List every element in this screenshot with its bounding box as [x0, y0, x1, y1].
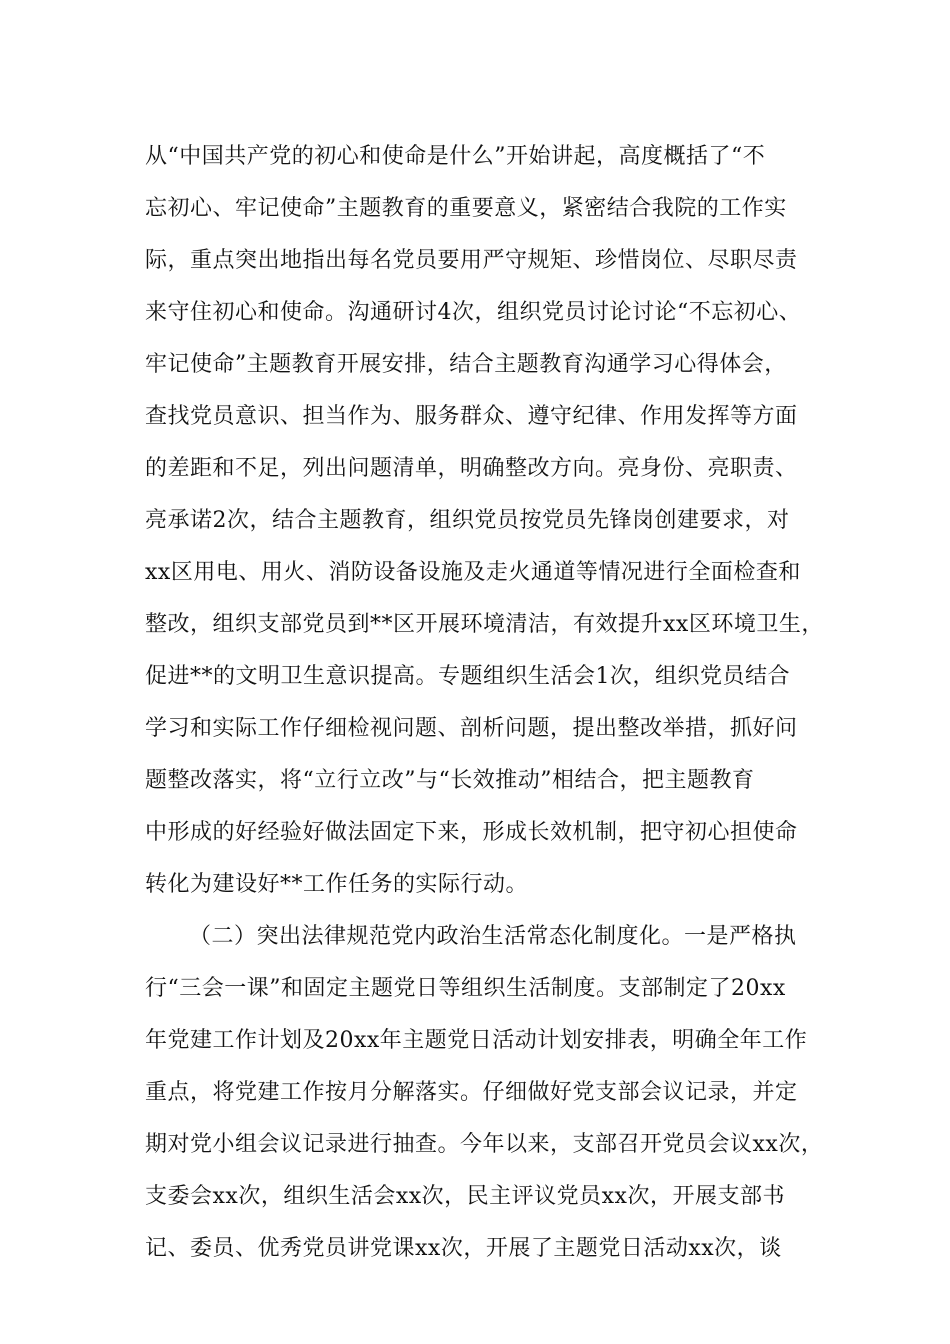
text-line: 转化为建设好**工作任务的实际行动。	[145, 872, 529, 897]
text-line: 重点，将党建工作按月分解落实。仔细做好党支部会议记录，并定	[145, 1080, 798, 1105]
text-line: 行“三会一课”和固定主题党日等组织生活制度。支部制定了20xx	[145, 976, 786, 1001]
text-line: 记、委员、优秀党员讲党课xx次，开展了主题党日活动xx次，谈	[145, 1236, 782, 1261]
text-line: 际，重点突出地指出每名党员要用严守规矩、珍惜岗位、尽职尽责	[145, 248, 798, 273]
text-line: 牢记使命”主题教育开展安排，结合主题教育沟通学习心得体会，	[145, 352, 787, 377]
text-line: xx区用电、用火、消防设备设施及走火通道等情况进行全面检查和	[145, 560, 801, 585]
text-line: 中形成的好经验好做法固定下来，形成长效机制，把守初心担使命	[145, 820, 798, 845]
text-line: 的差距和不足，列出问题清单，明确整改方向。亮身份、亮职责、	[145, 456, 798, 481]
document-body	[145, 131, 835, 1275]
text-line: 学习和实际工作仔细检视问题、剖析问题，提出整改举措，抓好问	[145, 716, 798, 741]
text-line: 题整改落实，将“立行立改”与“长效推动”相结合，把主题教育	[145, 768, 755, 793]
text-line: （二）突出法律规范党内政治生活常态化制度化。一是严格执	[189, 924, 797, 949]
text-line: 来守住初心和使命。沟通研讨4次，组织党员讨论讨论“不忘初心、	[145, 300, 802, 325]
text-line: 期对党小组会议记录进行抽查。今年以来，支部召开党员会议xx次，	[145, 1132, 824, 1157]
text-line: 忘初心、牢记使命”主题教育的重要意义，紧密结合我院的工作实	[145, 196, 787, 221]
text-line: 查找党员意识、担当作为、服务群众、遵守纪律、作用发挥等方面	[145, 404, 798, 429]
text-line: 促进**的文明卫生意识提高。专题组织生活会1次，组织党员结合	[145, 664, 790, 689]
text-line: 支委会xx次，组织生活会xx次，民主评议党员xx次，开展支部书	[145, 1184, 785, 1209]
text-line: 年党建工作计划及20xx年主题党日活动计划安排表，明确全年工作	[145, 1028, 808, 1053]
text-line: 亮承诺2次，结合主题教育，组织党员按党员先锋岗创建要求，对	[145, 508, 790, 533]
text-line: 整改，组织支部党员到**区开展环境清洁，有效提升xx区环境卫生，	[145, 612, 824, 637]
text-line: 从“中国共产党的初心和使命是什么”开始讲起，高度概括了“不	[145, 144, 766, 169]
